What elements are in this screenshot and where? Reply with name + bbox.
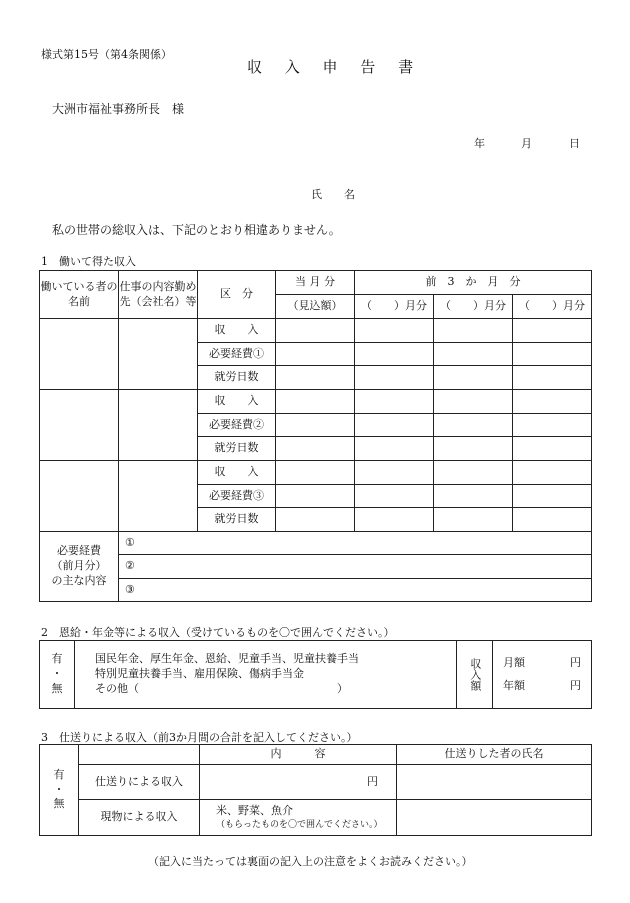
input-cell[interactable]: [276, 485, 355, 508]
yearly-label: 年額: [503, 678, 525, 692]
header-month-3: （ ）月分: [513, 295, 592, 319]
input-cell[interactable]: [355, 461, 434, 485]
header-worker-name: 働いている者の名前: [40, 271, 119, 319]
input-cell[interactable]: [513, 485, 592, 508]
separator-dot: ・: [51, 667, 63, 681]
input-cell[interactable]: [434, 461, 513, 485]
input-cell[interactable]: [276, 461, 355, 485]
input-cell[interactable]: [434, 319, 513, 343]
addressee: 大洲市福祉事務所長 様: [52, 102, 185, 116]
pension-income-table: [39, 640, 592, 709]
separator-dot: ・: [53, 782, 65, 796]
header-month-1: （ ）月分: [355, 295, 434, 319]
input-cell[interactable]: [434, 390, 513, 414]
in-kind-sender-name[interactable]: [397, 800, 592, 836]
yes-option[interactable]: 有: [51, 652, 63, 666]
worker-name-cell-1[interactable]: [40, 319, 119, 390]
header-sender-name: 仕送りした者の氏名: [397, 745, 592, 765]
date-year-label: 年: [474, 137, 485, 150]
row-income-label: 収 入: [198, 319, 276, 343]
earned-income-table: [39, 270, 592, 602]
expense-details-label: 必要経費（前月分）の主な内容: [40, 532, 119, 602]
row-workdays-label: 就労日数: [198, 437, 276, 461]
input-cell[interactable]: [513, 390, 592, 414]
input-cell[interactable]: [513, 461, 592, 485]
input-cell[interactable]: [513, 319, 592, 343]
input-cell[interactable]: [276, 319, 355, 343]
pension-other[interactable]: その他（ ）: [95, 681, 348, 695]
footer-note: （記入に当たっては裏面の記入上の注意をよくお読みください。）: [148, 855, 473, 868]
monthly-label: 月額: [503, 655, 525, 669]
input-cell[interactable]: [276, 437, 355, 461]
row-expense-label: 必要経費①: [198, 343, 276, 366]
input-cell[interactable]: [355, 343, 434, 366]
header-current-estimate: （見込額）: [276, 295, 355, 319]
income-amount-label: [457, 641, 493, 709]
row-expense-label: 必要経費③: [198, 485, 276, 508]
pension-types-cell[interactable]: [75, 641, 457, 709]
header-previous-3-months: 前 3 か 月 分: [355, 271, 592, 295]
section2-heading: 2 恩給・年金等による収入（受けているものを〇で囲んでください。）: [41, 626, 395, 639]
input-cell[interactable]: [513, 508, 592, 532]
row-expense-label: 必要経費②: [198, 414, 276, 437]
applicant-name-label: 氏 名: [311, 188, 355, 201]
expense-detail-1[interactable]: ①: [119, 532, 592, 555]
input-cell[interactable]: [434, 437, 513, 461]
date-day-label: 日: [569, 137, 580, 150]
input-cell[interactable]: [276, 508, 355, 532]
input-cell[interactable]: [513, 414, 592, 437]
yes-no-selector[interactable]: [40, 641, 75, 709]
statement: 私の世帯の総収入は、下記のとおり相違ありません。: [52, 223, 341, 237]
input-cell[interactable]: [434, 485, 513, 508]
input-cell[interactable]: [355, 366, 434, 390]
form-title: 収 入 申 告 書: [247, 58, 423, 76]
input-cell[interactable]: [276, 343, 355, 366]
worker-name-cell-2[interactable]: [40, 390, 119, 461]
no-option[interactable]: 無: [51, 681, 63, 695]
input-cell[interactable]: [276, 414, 355, 437]
monthly-yen: 円: [570, 655, 581, 669]
input-cell[interactable]: [513, 437, 592, 461]
input-cell[interactable]: [355, 319, 434, 343]
input-cell[interactable]: [355, 485, 434, 508]
input-cell[interactable]: [434, 508, 513, 532]
row-workdays-label: 就労日数: [198, 508, 276, 532]
no-option[interactable]: 無: [53, 797, 65, 811]
remittance-amount[interactable]: 円: [200, 765, 397, 800]
remittance-income-table: [39, 744, 592, 836]
expense-detail-3[interactable]: ③: [119, 579, 592, 602]
row-income-label: 収 入: [198, 390, 276, 414]
remittance-yes-no-selector[interactable]: [40, 745, 79, 836]
yes-option[interactable]: 有: [53, 767, 65, 781]
header-month-2: （ ）月分: [434, 295, 513, 319]
input-cell[interactable]: [434, 366, 513, 390]
expense-detail-2[interactable]: ②: [119, 555, 592, 579]
input-cell[interactable]: [355, 508, 434, 532]
remittance-label: 仕送りによる収入: [79, 765, 200, 800]
input-cell[interactable]: [355, 437, 434, 461]
input-cell[interactable]: [434, 414, 513, 437]
section1-heading: 1 働いて得た収入: [41, 255, 136, 268]
input-cell[interactable]: [276, 390, 355, 414]
income-amount-text: 収入額: [468, 658, 482, 691]
pension-types-line2: 特別児童扶養手当、雇用保険、傷病手当金: [95, 667, 304, 681]
input-cell[interactable]: [276, 366, 355, 390]
amount-cell[interactable]: [493, 641, 592, 709]
remittance-sender-name[interactable]: [397, 765, 592, 800]
empty-header-cell: [79, 745, 200, 765]
in-kind-label: 現物による収入: [79, 800, 200, 836]
job-cell-2[interactable]: [119, 390, 198, 461]
header-job-employer: 仕事の内容勤め先（会社名）等: [119, 271, 198, 319]
input-cell[interactable]: [355, 414, 434, 437]
row-workdays-label: 就労日数: [198, 366, 276, 390]
input-cell[interactable]: [355, 390, 434, 414]
section3-heading: 3 仕送りによる収入（前3か月間の合計を記入してください。）: [41, 731, 358, 744]
header-content: 内 容: [200, 745, 397, 765]
worker-name-cell-3[interactable]: [40, 461, 119, 532]
header-category: 区 分: [198, 271, 276, 319]
in-kind-note: （もらったものを〇で囲んでください。）: [216, 819, 383, 830]
form-number: 様式第15号（第4条関係）: [41, 48, 172, 61]
input-cell[interactable]: [434, 343, 513, 366]
pension-types-line1: 国民年金、厚生年金、恩給、児童手当、児童扶養手当: [95, 652, 359, 666]
input-cell[interactable]: [513, 366, 592, 390]
job-cell-1[interactable]: [119, 319, 198, 390]
date-month-label: 月: [521, 137, 532, 150]
job-cell-3[interactable]: [119, 461, 198, 532]
yearly-yen: 円: [570, 678, 581, 692]
in-kind-content[interactable]: [200, 800, 397, 836]
header-current-month: 当 月 分: [276, 271, 355, 295]
row-income-label: 収 入: [198, 461, 276, 485]
input-cell[interactable]: [513, 343, 592, 366]
in-kind-items[interactable]: 米、野菜、魚介: [216, 804, 293, 817]
